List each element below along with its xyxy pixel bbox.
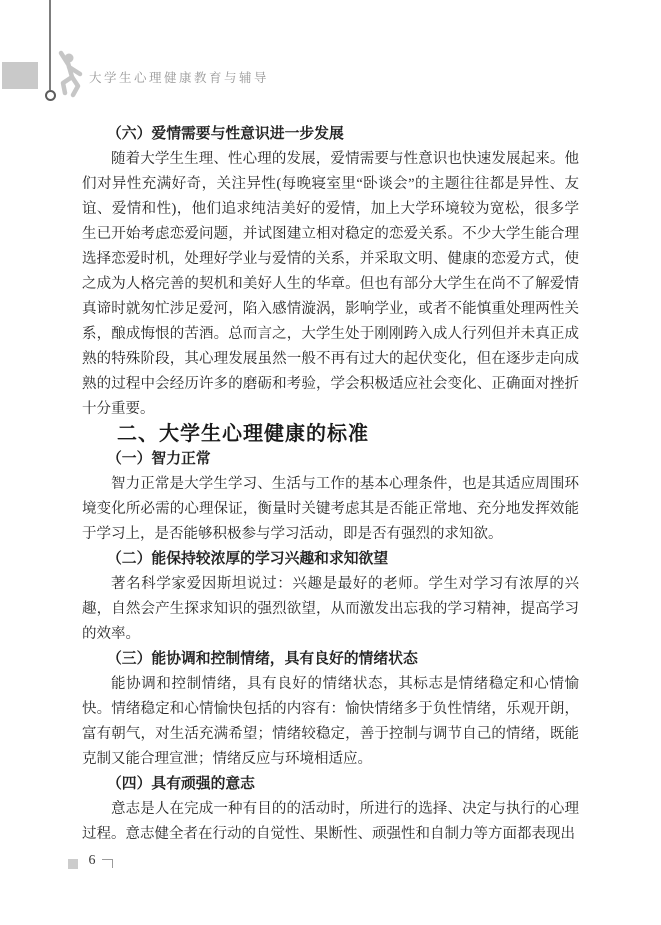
footer-marker-square bbox=[68, 859, 78, 869]
section-subheading-4: （四）具有顽强的意志 bbox=[107, 776, 255, 792]
section-subheading-2: （二）能保持较浓厚的学习兴趣和求知欲望 bbox=[107, 551, 389, 567]
climber-icon bbox=[56, 50, 86, 100]
body-paragraph: 能协调和控制情绪，具有良好的情绪状态，其标志是情绪稳定和心情愉快。情绪稳定和心情愉快包括的内容有：愉快情绪多于负性情绪，乐观开朗，富有朝气，对生活充满希望；情绪较稳定，善于控制与调节自己的情绪，既能克制又能合理宣泄；情绪反应与环境相适应。 bbox=[82, 676, 579, 767]
body-paragraph: 智力正常是大学生学习、生活与工作的基本心理条件，也是其适应周围环境变化所必需的心理保证，衡量时关键考虑其是否能正常地、充分地发挥效能于学习上，是否能够积极参与学习活动，即是否有强烈的求知欲。 bbox=[82, 476, 579, 542]
chapter-heading: 二、大学生心理健康的标准 bbox=[117, 423, 369, 445]
page-content bbox=[82, 122, 579, 847]
body-paragraph: 意志是人在完成一种有目的的活动时，所进行的选择、决定与执行的心理过程。意志健全者在行动的自觉性、果断性、顽强性和自制力等方面都表现出 bbox=[82, 801, 579, 842]
body-paragraph: 随着大学生生理、性心理的发展，爱情需要与性意识也快速发展起来。他们对异性充满好奇，关注异性(每晚寝室里“卧谈会”的主题往往都是异性、友谊、爱情和性)，他们追求纯洁美好的爱情，加上大学环境较为宽松，很多学生已开始考虑恋爱问题，并试图建立相对稳定的恋爱关系。不少大学生能合理选择恋爱时机，处理好学业与爱情的关系，并采取文明、健康的恋爱方式，使之成为人格完善的契机和美好人生的华章。但也有部分大学生在尚不了解爱情真谛时就匆忙涉足爱河，陷入感情漩涡，影响学业，或者不能慎重处理两性关系，酿成悔恨的苦酒。总而言之，大学生处于刚刚跨入成人行列但并未真正成熟的特殊阶段，其心理发展虽然一般不再有过大的起伏变化，但在逐步走向成熟的过程中会经历许多的磨砺和考验，学会积极适应社会变化、正确面对挫折十分重要。 bbox=[82, 151, 579, 417]
header-rule-line bbox=[49, 0, 51, 90]
section-subheading-1: （一）智力正常 bbox=[107, 451, 211, 467]
running-header-title: 大学生心理健康教育与辅导 bbox=[89, 71, 270, 85]
body-paragraph: 著名科学家爱因斯坦说过：兴趣是最好的老师。学生对学习有浓厚的兴趣，自然会产生探求知识的强烈欲望，从而激发出忘我的学习精神，提高学习的效率。 bbox=[82, 576, 579, 642]
header-rule-dot bbox=[45, 90, 56, 101]
corner-marker-square bbox=[2, 62, 38, 89]
section-subheading-6: （六）爱情需要与性意识进一步发展 bbox=[107, 126, 344, 142]
page-number: 6 bbox=[88, 853, 96, 868]
footer-corner-bracket-icon bbox=[102, 859, 113, 868]
section-subheading-3: （三）能协调和控制情绪，具有良好的情绪状态 bbox=[107, 651, 418, 667]
